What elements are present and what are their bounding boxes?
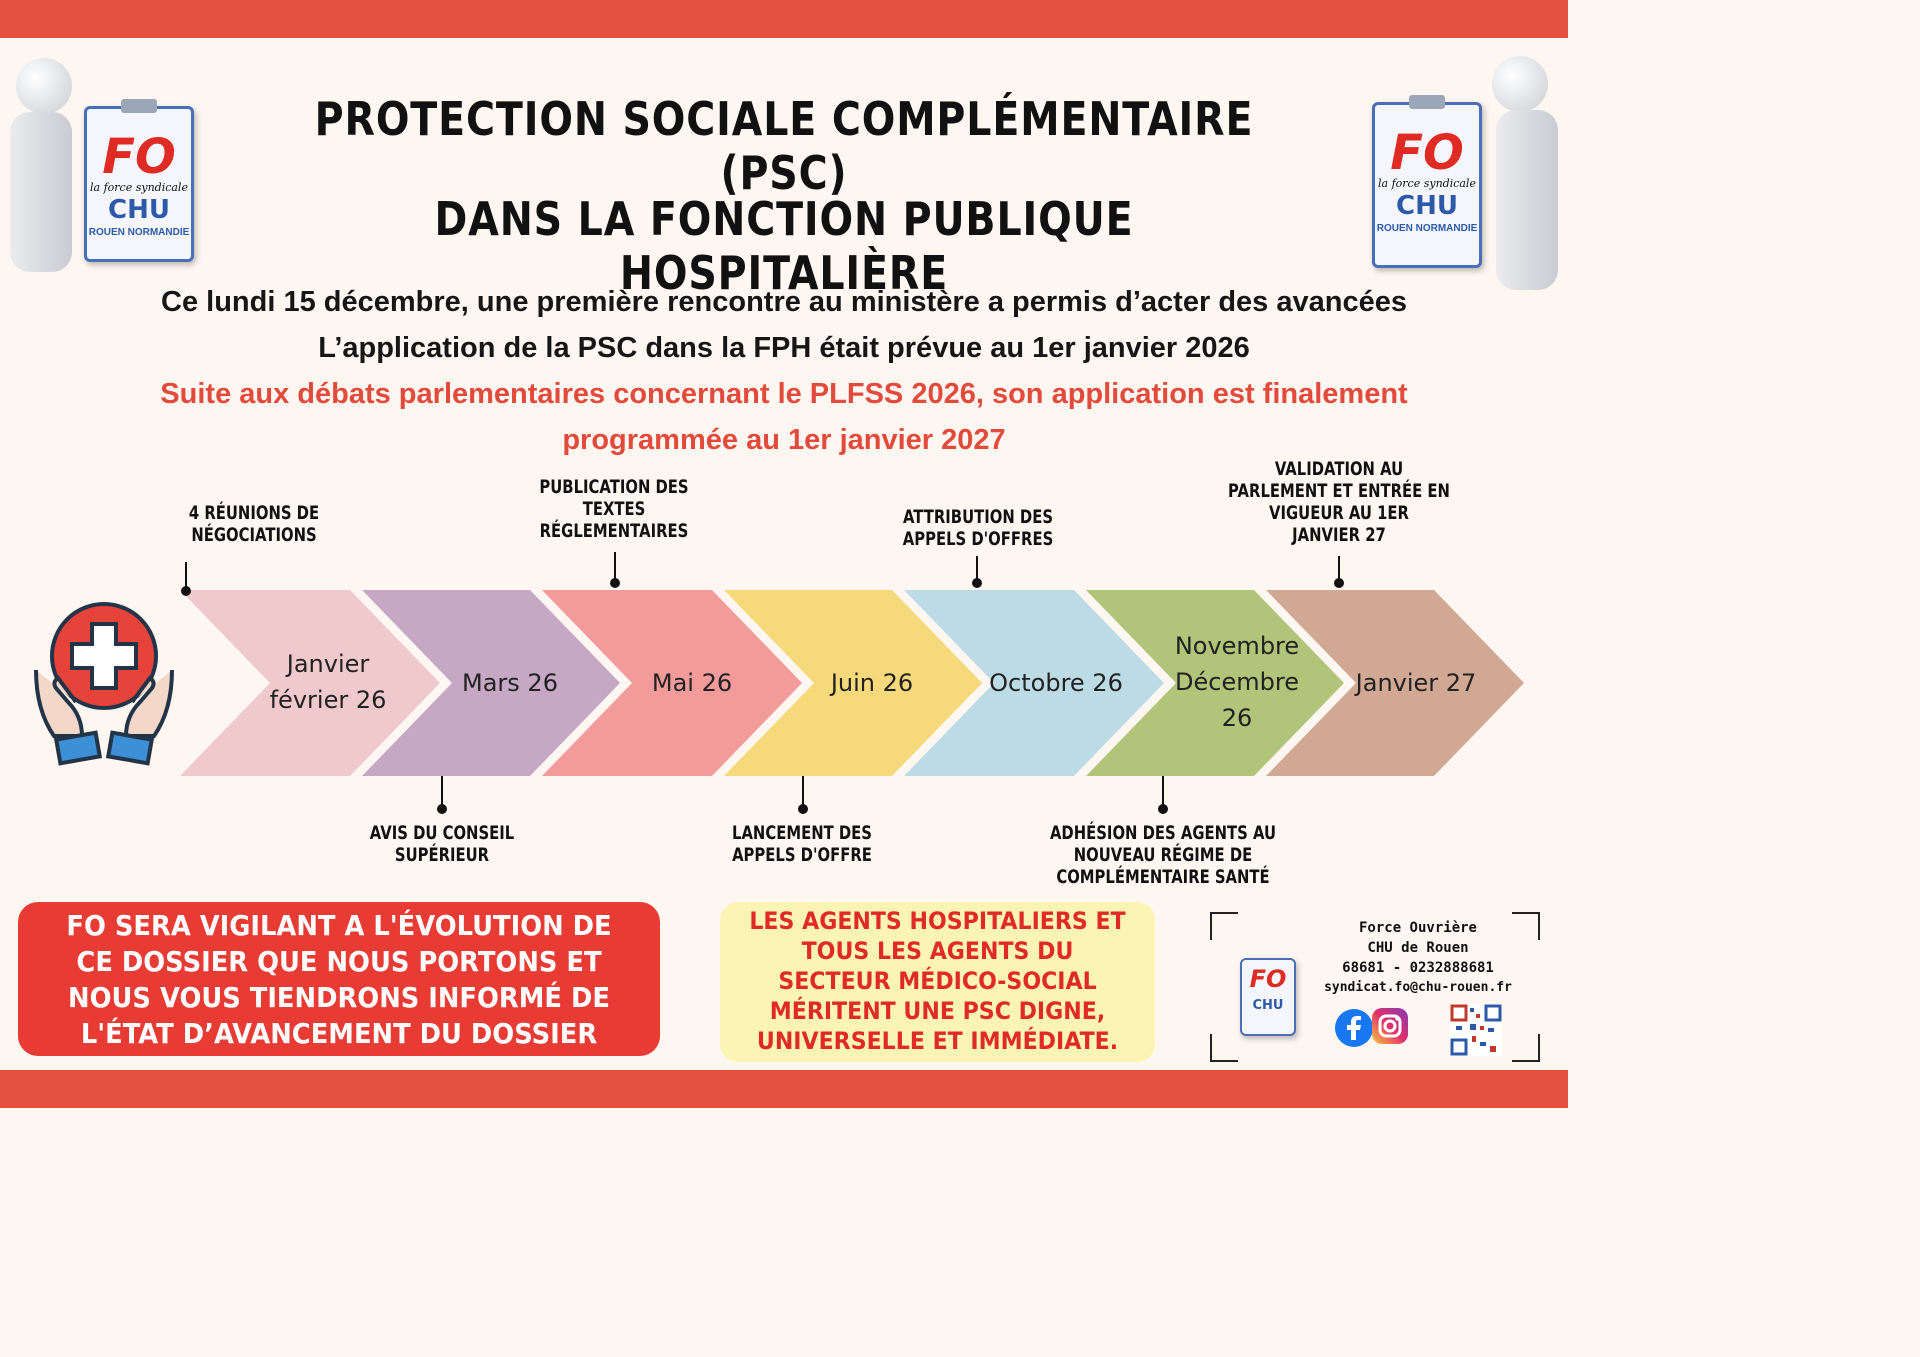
contact-email[interactable]: syndicat.fo@chu-rouen.fr xyxy=(1324,980,1512,995)
step-date-2: Mars 26 xyxy=(462,669,558,697)
fo-chu-logo-right: FO la force syndicale CHU ROUEN NORMANDIE xyxy=(1372,102,1482,268)
instagram-icon[interactable] xyxy=(1370,1006,1410,1046)
agents-box: LES AGENTS HOSPITALIERS ET TOUS LES AGENTS DU SECTEUR MÉDICO-SOCIAL MÉRITENT UNE PSC DIGNE, UNIVERSELLE ET IMMÉDIATE. xyxy=(720,902,1155,1062)
event-validation: VALIDATION AU PARLEMENT ET ENTRÉE EN VIGUEUR AU 1ER JANVIER 27 xyxy=(1228,458,1450,546)
dot-negotiations xyxy=(181,586,191,596)
step-date-1: Janvier février 26 xyxy=(269,650,387,714)
page-title-line2: DANS LA FONCTION PUBLIQUE HOSPITALIÈRE xyxy=(434,192,1134,300)
contact-phone: 68681 - 0232888681 xyxy=(1342,960,1494,976)
step-date-5: Octobre 26 xyxy=(989,669,1123,697)
step-date-4: Juin 26 xyxy=(830,669,914,697)
event-adhesion: ADHÉSION DES AGENTS AU NOUVEAU RÉGIME DE COMPLÉMENTAIRE SANTÉ xyxy=(1049,822,1277,888)
facebook-icon[interactable] xyxy=(1334,1008,1374,1048)
event-publication: PUBLICATION DES TEXTES RÉGLEMENTAIRES xyxy=(539,476,689,542)
fo-chu-logo-small: FO CHU xyxy=(1240,958,1296,1036)
dot-attribution xyxy=(972,578,982,588)
event-avis: AVIS DU CONSEIL SUPÉRIEUR xyxy=(369,822,515,866)
dot-validation xyxy=(1334,578,1344,588)
dot-publication xyxy=(610,578,620,588)
contact-site: CHU de Rouen xyxy=(1367,940,1469,956)
step-date-7: Janvier 27 xyxy=(1355,669,1477,697)
event-negotiations: 4 RÉUNIONS DE NÉGOCIATIONS xyxy=(188,502,320,546)
intro-line2: L’application de la PSC dans la FPH était prévue au 1er janvier 2026 xyxy=(318,332,1250,364)
fo-chu-logo-left: FO la force syndicale CHU ROUEN NORMANDIE xyxy=(84,106,194,262)
event-lancement: LANCEMENT DES APPELS D'OFFRE xyxy=(732,822,872,866)
stem-lancement xyxy=(802,776,804,806)
contact-org: Force Ouvrière xyxy=(1358,920,1477,936)
step-date-6: Novembre Décembre 26 xyxy=(1174,632,1300,732)
intro-line4: programmée au 1er janvier 2027 xyxy=(562,424,1006,456)
page-title-line1: PROTECTION SOCIALE COMPLÉMENTAIRE (PSC) xyxy=(314,92,1254,200)
vigilance-box: FO SERA VIGILANT A L'ÉVOLUTION DE CE DOSSIER QUE NOUS PORTONS ET NOUS VOUS TIENDRONS INFORMÉ DE L'ÉTAT D’AVANCEMENT DU DOSSIER xyxy=(18,902,660,1056)
contact-card xyxy=(1210,912,1540,1062)
intro-line3: Suite aux débats parlementaires concernant le PLFSS 2026, son application est finalement xyxy=(160,378,1408,410)
stem-adhesion xyxy=(1162,776,1164,806)
event-attribution: ATTRIBUTION DES APPELS D'OFFRES xyxy=(902,506,1054,550)
intro-line1: Ce lundi 15 décembre, une première rencontre au ministère a permis d’acter des avancées xyxy=(161,286,1407,318)
qr-code-icon[interactable] xyxy=(1450,1004,1502,1056)
stem-avis xyxy=(441,776,443,806)
step-date-3: Mai 26 xyxy=(651,669,733,697)
